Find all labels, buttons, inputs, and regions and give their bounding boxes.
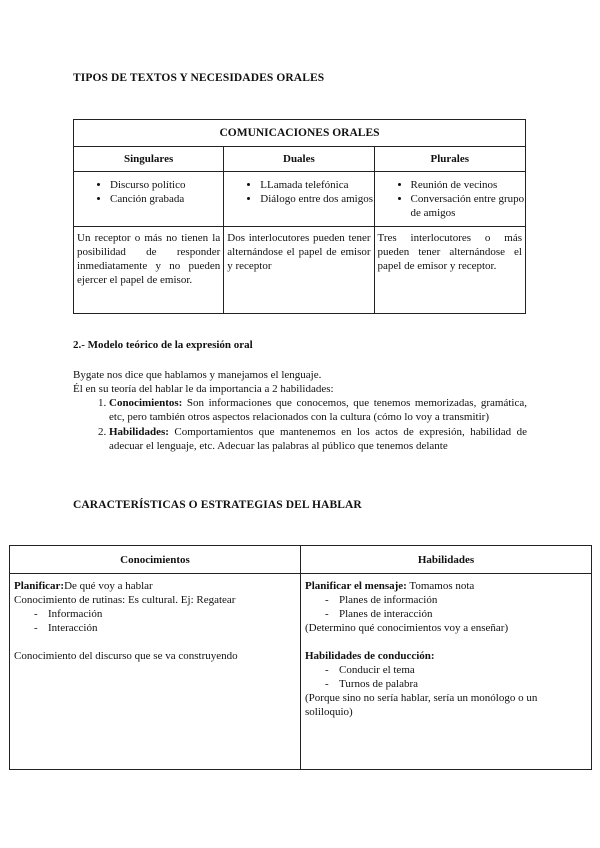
list-item [109,396,527,424]
list-item: • Conversación entre grupo de amigos [411,192,525,220]
column-header-conocimientos: Conocimientos [10,546,301,574]
heading-tipos-textos: TIPOS DE TEXTOS Y NECESIDADES ORALES [73,72,325,84]
mensaje-text: Tomamos nota [406,580,475,592]
conduccion-list [305,663,587,691]
plurales-description: Tres interlocutores o más pueden tener alternándose el papel de emisor y receptor. [374,227,525,314]
section2-body [73,368,527,454]
habilidades-cell [301,574,592,770]
list-item: • LLamada telefónica [260,178,373,192]
intro-line-2: Él en su teoría del hablar le da importancia a 2 habilidades: [73,383,334,395]
column-header-singulares: Singulares [74,147,224,172]
conduccion-line [305,649,587,663]
mensaje-note: (Determino qué conocimientos voy a enseñar) [305,622,509,634]
list-item: - Conducir el tema [339,663,587,677]
list-item: • Diálogo entre dos amigos [260,192,373,206]
plurales-examples-cell [374,172,525,227]
estrategias-table [9,545,592,770]
list-item: - Planes de información [339,593,587,607]
item-text: Son informaciones que conocemos, que tenemos memorizadas, gramática, etc, pero también otros aspectos relacionados con la cultura (cómo lo voy a transmitir) [109,397,527,423]
item-term: Habilidades: [109,426,169,438]
conduccion-note: (Porque sino no sería hablar, sería un monólogo o un soliloquio) [305,692,538,718]
comunicaciones-orales-table [73,119,526,314]
item-term: Conocimientos: [109,397,183,409]
habilidades-list [73,396,527,453]
planificar-text: De qué voy a hablar [64,580,153,592]
mensaje-list [305,593,587,621]
conocimientos-cell [10,574,301,770]
item-text: Comportamientos que mantenemos en los actos de expresión, habilidad de adecuar el lenguaje, etc. Adecuar las palabras al público que tenemos delante [109,426,527,452]
discurso-line: Conocimiento del discurso que se va construyendo [14,650,238,662]
column-header-duales: Duales [224,147,374,172]
list-item: • Reunión de vecinos [411,178,525,192]
heading-caracteristicas: CARACTERÍSTICAS O ESTRATEGIAS DEL HABLAR [73,499,362,511]
column-header-plurales: Plurales [374,147,525,172]
list-item: - Turnos de palabra [339,677,587,691]
intro-line-1: Bygate nos dice que hablamos y manejamos el lenguaje. [73,369,322,381]
list-item: - Planes de interacción [339,607,587,621]
list-item: • Discurso político [110,178,223,192]
planificar-line [14,579,296,593]
planificar-term: Planificar: [14,580,65,592]
list-item: • Canción grabada [110,192,223,206]
singulares-description: Un receptor o más no tienen la posibilidad de responder inmediatamente y no pueden ejercer el papel de emisor. [74,227,224,314]
duales-description: Dos interlocutores pueden tener alternándose el papel de emisor y receptor [224,227,374,314]
singulares-examples-cell [74,172,224,227]
list-item [109,425,527,453]
list-item: - Información [48,607,296,621]
table-title: COMUNICACIONES ORALES [74,120,526,147]
list-item: - Interacción [48,621,296,635]
mensaje-line [305,579,587,593]
section2-title: 2.- Modelo teórico de la expresión oral [73,339,253,351]
rutinas-line: Conocimiento de rutinas: Es cultural. Ej: Regatear [14,594,236,606]
column-header-habilidades: Habilidades [301,546,592,574]
rutinas-list [14,607,296,635]
mensaje-term: Planificar el mensaje: [305,580,407,592]
conduccion-term: Habilidades de conducción: [305,650,435,662]
duales-examples-cell [224,172,374,227]
